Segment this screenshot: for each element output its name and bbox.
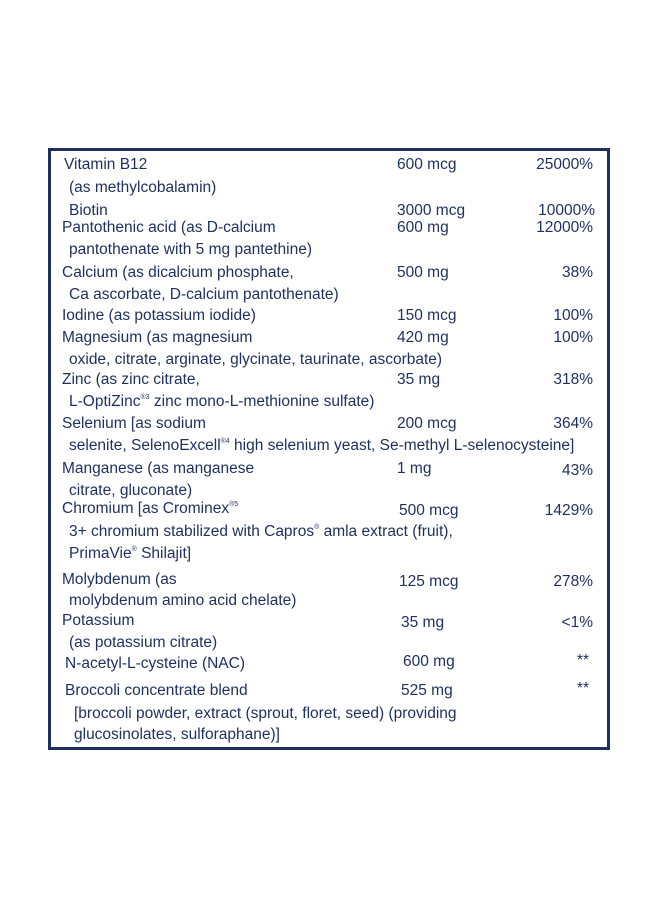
nutrient-amount: 35 mg [397,371,441,388]
nutrient-amount: 200 mcg [397,415,457,432]
nutrient-amount: 125 mcg [399,573,459,590]
nutrient-amount: 525 mg [401,682,453,699]
nutrient-amount: 600 mcg [397,156,457,173]
nutrient-dv: 10000% [538,202,595,219]
nutrient-name: Magnesium (as magnesium [62,329,253,346]
nutrient-name: Broccoli concentrate blend [65,682,248,699]
nutrient-dv: 100% [553,307,593,324]
nutrient-amount: 1 mg [397,460,432,477]
nutrient-name-cont: glucosinolates, sulforaphane)] [74,726,280,743]
nutrient-amount: 600 mg [397,219,449,236]
footnote-mark: 5 [234,500,239,508]
nutrient-amount: 150 mcg [397,307,457,324]
nutrient-dv: 318% [553,371,593,388]
nutrient-name-cont: 3+ chromium stabilized with Capros® amla extract (fruit), [69,523,453,540]
nutrient-name-cont: citrate, gluconate) [69,482,193,499]
nutrient-amount: 3000 mcg [397,202,466,219]
nutrient-amount: 420 mg [397,329,449,346]
nutrient-amount: 600 mg [403,653,455,670]
nutrient-dv: <1% [561,614,593,631]
nutrient-name-cont: (as potassium citrate) [69,634,218,651]
nutrient-dv: 364% [553,415,593,432]
nutrient-name: Zinc (as zinc citrate, [62,371,200,388]
nutrient-name: N-acetyl-L-cysteine (NAC) [65,655,246,672]
nutrient-amount: 500 mcg [399,502,459,519]
nutrient-name-cont: selenite, SelenoExcell$^{®4}$ high selenium yeast, Se-methyl L-selenocysteine] [69,437,575,454]
registered-mark: ® [140,393,146,401]
nutrient-dv: 38% [561,264,593,281]
nutrient-dv: 278% [553,573,593,590]
registered-mark: ® [314,523,320,531]
nutrient-name: Molybdenum (as [62,571,177,588]
nutrient-name: Pantothenic acid (as D-calcium [62,219,276,236]
nutrient-name-cont: pantothenate with 5 mg pantethine) [69,241,313,258]
nutrient-name: Manganese (as manganese [62,460,255,477]
nutrient-name: Iodine (as potassium iodide) [62,307,256,324]
registered-mark: ® [229,500,235,508]
nutrient-dv: 43% [561,462,593,479]
nutrient-name-cont: Ca ascorbate, D-calcium pantothenate) [69,286,339,303]
nutrient-dv: 12000% [536,219,593,236]
nutrient-amount: 35 mg [401,614,445,631]
nutrient-dv: 1429% [544,502,593,519]
nutrient-name-cont: PrimaVie® Shilajit] [69,545,192,562]
nutrient-dv: 25000% [536,156,593,173]
nutrient-name-cont: [broccoli powder, extract (sprout, floret, seed) (providing [74,705,457,722]
nutrient-name: Selenium [as sodium [62,415,206,432]
nutrient-dv: 100% [553,329,593,346]
nutrient-name-cont: L-OptiZinc$^{®3}$ zinc mono-L-methionine sulfate) [69,393,375,410]
nutrient-dv: ** [576,652,589,669]
nutrient-name: Biotin [69,202,108,219]
nutrient-name-cont: oxide, citrate, arginate, glycinate, taurinate, ascorbate) [69,351,443,368]
nutrient-name: Vitamin B12 [64,156,148,173]
nutrient-name: Chromium [as Crominex$^{®5}$ [62,500,239,517]
registered-mark: ® [131,545,137,553]
footnote-mark: 3 [145,393,150,401]
nutrient-name: Calcium (as dicalcium phosphate, [62,264,294,281]
nutrient-name-cont: molybdenum amino acid chelate) [69,592,297,609]
footnote-mark: 4 [225,437,230,445]
nutrient-dv: ** [576,680,589,697]
nutrient-name-cont: (as methylcobalamin) [69,179,217,196]
nutrient-amount: 500 mg [397,264,449,281]
nutrient-name: Potassium [62,612,135,629]
registered-mark: ® [220,437,226,445]
